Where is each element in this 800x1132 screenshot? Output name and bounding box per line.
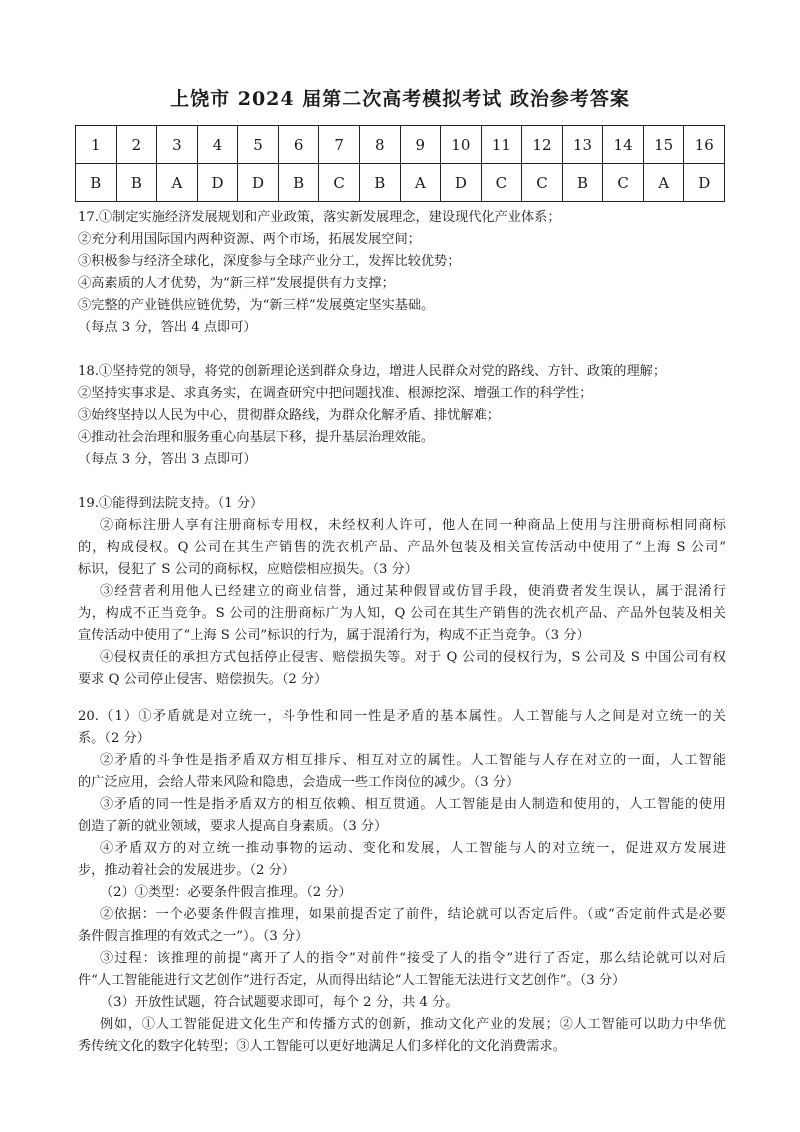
answer-line: 19.①能得到法院支持。（1 分） xyxy=(78,496,264,511)
answer-line: 20.（1）①矛盾就是对立统一，斗争性和同一性是矛盾的基本属性。人工智能与人之间是对立统一的关 xyxy=(78,709,726,724)
question-number-cell: 8 xyxy=(359,126,400,164)
answer-line: ②依据：一个必要条件假言推理，如果前提否定了前件，结论就可以否定后件。（或“否定前件式是必要 xyxy=(100,907,726,922)
question-number-cell: 9 xyxy=(400,126,441,164)
answer-line: ④高素质的人才优势，为“新三样”发展提供有力支撑； xyxy=(78,276,395,291)
question-number-cell: 6 xyxy=(278,126,319,164)
answer-line: 17.①制定实施经济发展规划和产业政策，落实新发展理念，建设现代化产业体系； xyxy=(78,210,561,225)
answer-cell: A xyxy=(643,164,684,202)
answer-line: ②充分利用国际国内两种资源、两个市场，拓展发展空间； xyxy=(78,232,421,247)
answer-line: ③矛盾的同一性是指矛盾双方的相互依赖、相互贯通。人工智能是由人制造和使用的，人工智能的使用 xyxy=(100,797,726,812)
answer-cell: B xyxy=(116,164,157,202)
answer-line: （3）开放性试题，符合试题要求即可，每个 2 分，共 4 分。 xyxy=(100,995,459,1010)
answer-line: 秀传统文化的数字化转型；③人工智能可以更好地满足人们多样化的文化消费需求。 xyxy=(78,1039,566,1054)
question-number-cell: 2 xyxy=(116,126,157,164)
question-number-cell: 11 xyxy=(481,126,522,164)
question-number-cell: 13 xyxy=(562,126,603,164)
question-19-answer xyxy=(78,493,726,691)
answer-line: ②商标注册人享有注册商标专用权，未经权利人许可，他人在同一种商品上使用与注册商标相同商标 xyxy=(100,518,726,533)
answer-cell: A xyxy=(400,164,441,202)
answer-line: 步，推动着社会的发展进步。（2 分） xyxy=(78,863,295,878)
question-17-answer xyxy=(78,207,726,339)
scoring-note: （每点 3 分，答出 4 点即可） xyxy=(78,320,257,335)
question-number-cell: 7 xyxy=(319,126,360,164)
answer-line: ③经营者利用他人已经建立的商业信誉，通过某种假冒或仿冒手段，使消费者发生误认，属于混淆行 xyxy=(100,584,726,599)
answer-cell: D xyxy=(684,164,725,202)
answer-cell: D xyxy=(238,164,279,202)
answer-row xyxy=(76,164,725,202)
answer-line: ④推动社会治理和服务重心向基层下移，提升基层治理效能。 xyxy=(78,430,435,445)
answer-cell: C xyxy=(522,164,563,202)
question-number-cell: 1 xyxy=(76,126,117,164)
scoring-note: （每点 3 分，答出 3 点即可） xyxy=(78,452,257,467)
answer-cell: B xyxy=(76,164,117,202)
answer-line: 的，构成侵权。Q 公司在其生产销售的洗衣机产品、产品外包装及相关宣传活动中使用了“上海 S 公司” xyxy=(78,540,726,555)
answer-line: 的广泛应用，会给人带来风险和隐患，会造成一些工作岗位的减少。（3 分） xyxy=(78,775,520,790)
question-20-answer xyxy=(78,706,726,1058)
question-18-answer xyxy=(78,361,726,471)
question-number-cell: 12 xyxy=(522,126,563,164)
question-number-cell: 4 xyxy=(197,126,238,164)
answer-line: 标识，侵犯了 S 公司的商标权，应赔偿相应损失。（3 分） xyxy=(78,562,418,577)
answer-cell: C xyxy=(319,164,360,202)
answer-line: 件“人工智能能进行文艺创作”进行否定，从而得出结论“人工智能无法进行文艺创作”。（3 分） xyxy=(78,973,626,988)
question-number-cell: 3 xyxy=(157,126,198,164)
answer-line: ④矛盾双方的对立统一推动事物的运动、变化和发展，人工智能与人的对立统一，促进双方发展进 xyxy=(100,841,726,856)
question-number-cell: 10 xyxy=(441,126,482,164)
answer-cell: D xyxy=(441,164,482,202)
question-number-cell: 16 xyxy=(684,126,725,164)
answer-line: 创造了新的就业领域，要求人提高自身素质。（3 分） xyxy=(78,819,388,834)
answer-cell: B xyxy=(562,164,603,202)
answer-cell: C xyxy=(481,164,522,202)
answer-line: 例如，①人工智能促进文化生产和传播方式的创新，推动文化产业的发展；②人工智能可以助力中华优 xyxy=(100,1017,726,1032)
answer-line: 18.①坚持党的领导，将党的创新理论送到群众身边，增进人民群众对党的路线、方针、政策的理解； xyxy=(78,364,667,379)
page-title: 上饶市 2024 届第二次高考模拟考试 政治参考答案 xyxy=(170,88,630,110)
answer-line: 系。（2 分） xyxy=(78,731,150,746)
answer-body xyxy=(78,207,726,1058)
answer-table xyxy=(75,125,725,202)
answer-cell: B xyxy=(278,164,319,202)
answer-cell: D xyxy=(197,164,238,202)
answer-line: ②矛盾的斗争性是指矛盾双方相互排斥、相互对立的属性。人工智能与人存在对立的一面，人工智能 xyxy=(100,753,726,768)
answer-line: ③过程：该推理的前提“离开了人的指令”对前件“接受了人的指令”进行了否定，那么结论就可以对后 xyxy=(100,951,726,966)
question-number-row xyxy=(76,126,725,164)
answer-line: ②坚持实事求是、求真务实，在调查研究中把问题找准、根源挖深、增强工作的科学性； xyxy=(78,386,593,401)
question-number-cell: 14 xyxy=(603,126,644,164)
answer-line: 宣传活动中使用了“上海 S 公司”标识的行为，属于混淆行为，构成不正当竞争。（3 分） xyxy=(78,628,590,643)
question-number-cell: 15 xyxy=(643,126,684,164)
answer-line: 为，构成不正当竞争。S 公司的注册商标广为人知，Q 公司在其生产销售的洗衣机产品、产品外包装及相关 xyxy=(78,606,726,621)
answer-line: 要求 Q 公司停止侵害、赔偿损失。（2 分） xyxy=(78,672,328,687)
answer-line: 条件假言推理的有效式之一”）。（3 分） xyxy=(78,929,309,944)
answer-line: ③积极参与经济全球化，深度参与全球产业分工，发挥比较优势； xyxy=(78,254,461,269)
answer-line: ③始终坚持以人民为中心，贯彻群众路线，为群众化解矛盾、排忧解难； xyxy=(78,408,500,423)
answer-cell: A xyxy=(157,164,198,202)
answer-line: （2）①类型：必要条件假言推理。（2 分） xyxy=(100,885,352,900)
answer-line: ④侵权责任的承担方式包括停止侵害、赔偿损失等。对于 Q 公司的侵权行为，S 公司及 S 中国公司有权 xyxy=(100,650,726,665)
question-number-cell: 5 xyxy=(238,126,279,164)
answer-line: ⑤完整的产业链供应链优势，为“新三样”发展奠定坚实基础。 xyxy=(78,298,435,313)
answer-cell: C xyxy=(603,164,644,202)
answer-cell: B xyxy=(359,164,400,202)
